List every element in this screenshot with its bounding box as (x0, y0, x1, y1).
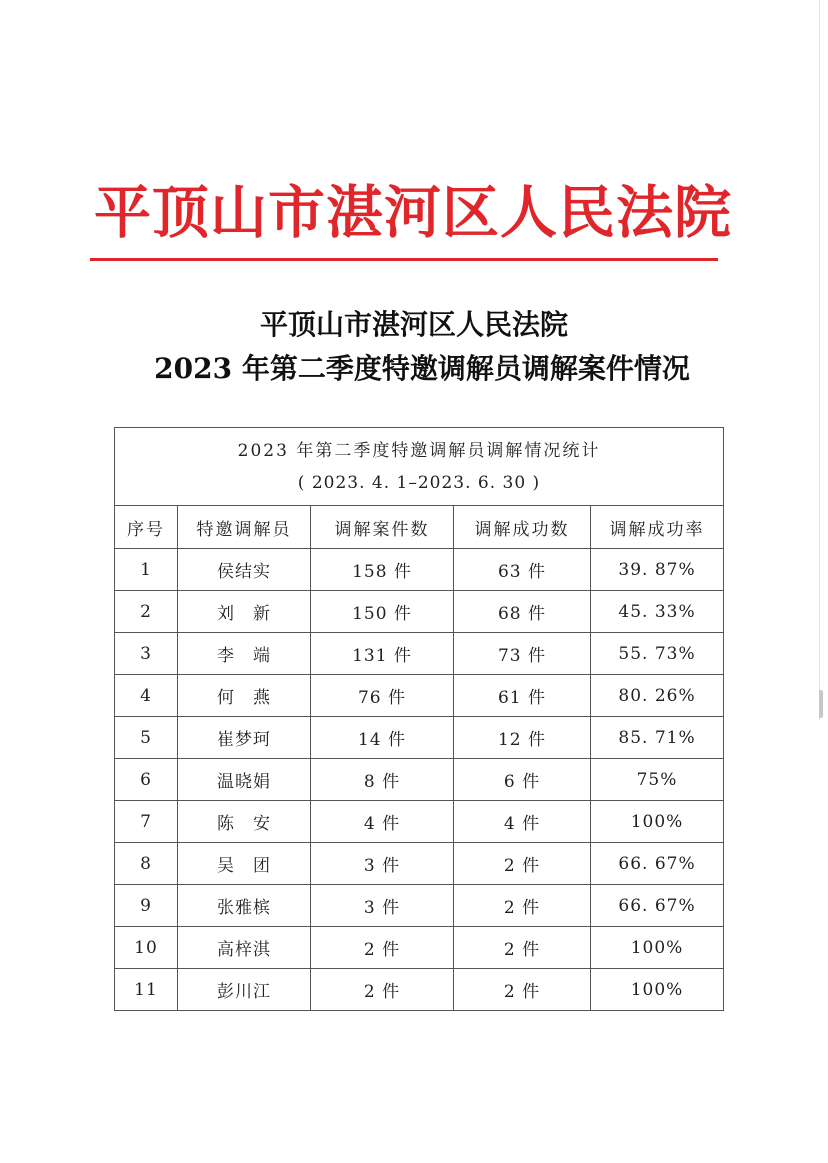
cell-mediator: 吴 团 (178, 843, 311, 885)
column-header-rate: 调解成功率 (591, 506, 724, 549)
cell-rate: 85. 71% (591, 717, 724, 759)
cell-cases: 131 件 (311, 633, 454, 675)
table-row (115, 969, 724, 1011)
cell-mediator: 侯结实 (178, 549, 311, 591)
document-title-line2: 2023 年第二季度特邀调解员调解案件情况 (154, 352, 690, 385)
cell-success: 2 件 (454, 885, 591, 927)
table-row (115, 633, 724, 675)
cell-mediator: 彭川江 (178, 969, 311, 1011)
table-body (115, 549, 724, 1011)
cell-rate: 100% (591, 927, 724, 969)
cell-rate: 100% (591, 801, 724, 843)
cell-mediator: 何 燕 (178, 675, 311, 717)
column-header-mediator: 特邀调解员 (178, 506, 311, 549)
cell-cases: 3 件 (311, 885, 454, 927)
column-header-no: 序号 (115, 506, 178, 549)
cell-no: 6 (115, 759, 178, 801)
table-row (115, 801, 724, 843)
table-row (115, 675, 724, 717)
cell-no: 2 (115, 591, 178, 633)
cell-success: 12 件 (454, 717, 591, 759)
cell-mediator: 刘 新 (178, 591, 311, 633)
table-header-row (115, 506, 724, 549)
cell-mediator: 陈 安 (178, 801, 311, 843)
cell-rate: 66. 67% (591, 843, 724, 885)
cell-cases: 3 件 (311, 843, 454, 885)
cell-mediator: 高梓淇 (178, 927, 311, 969)
column-header-cases: 调解案件数 (311, 506, 454, 549)
cell-rate: 55. 73% (591, 633, 724, 675)
cell-mediator: 张雅槟 (178, 885, 311, 927)
cell-success: 2 件 (454, 927, 591, 969)
cell-rate: 45. 33% (591, 591, 724, 633)
cell-no: 4 (115, 675, 178, 717)
cell-success: 2 件 (454, 843, 591, 885)
cell-mediator: 崔梦珂 (178, 717, 311, 759)
table-caption (115, 428, 724, 506)
scroll-indicator (819, 690, 823, 718)
cell-rate: 100% (591, 969, 724, 1011)
cell-no: 3 (115, 633, 178, 675)
cell-mediator: 温晓娟 (178, 759, 311, 801)
table-row (115, 591, 724, 633)
cell-success: 4 件 (454, 801, 591, 843)
cell-mediator: 李 端 (178, 633, 311, 675)
cell-cases: 158 件 (311, 549, 454, 591)
column-header-success: 调解成功数 (454, 506, 591, 549)
cell-no: 5 (115, 717, 178, 759)
table-caption-title: 2023 年第二季度特邀调解员调解情况统计 (237, 440, 601, 461)
cell-success: 68 件 (454, 591, 591, 633)
cell-success: 2 件 (454, 969, 591, 1011)
table-caption-date-range: ( 2023. 4. 1–2023. 6. 30 ) (297, 472, 541, 493)
document-title-line1: 平顶山市湛河区人民法院 (259, 308, 568, 341)
cell-rate: 75% (591, 759, 724, 801)
cell-rate: 66. 67% (591, 885, 724, 927)
cell-no: 9 (115, 885, 178, 927)
table-row (115, 843, 724, 885)
cell-cases: 150 件 (311, 591, 454, 633)
cell-no: 7 (115, 801, 178, 843)
table-row (115, 885, 724, 927)
cell-no: 11 (115, 969, 178, 1011)
table-row (115, 549, 724, 591)
cell-cases: 2 件 (311, 969, 454, 1011)
cell-no: 1 (115, 549, 178, 591)
cell-cases: 76 件 (311, 675, 454, 717)
cell-no: 10 (115, 927, 178, 969)
cell-rate: 39. 87% (591, 549, 724, 591)
table-caption-row (115, 428, 724, 506)
table-row (115, 717, 724, 759)
cell-rate: 80. 26% (591, 675, 724, 717)
cell-success: 61 件 (454, 675, 591, 717)
table-row (115, 927, 724, 969)
cell-cases: 2 件 (311, 927, 454, 969)
cell-cases: 8 件 (311, 759, 454, 801)
cell-cases: 14 件 (311, 717, 454, 759)
letterhead-title: 平顶山市湛河区人民法院 (94, 179, 732, 246)
mediation-stats-table (114, 427, 724, 1011)
letterhead-red-rule (90, 258, 718, 261)
cell-cases: 4 件 (311, 801, 454, 843)
cell-success: 6 件 (454, 759, 591, 801)
table-row (115, 759, 724, 801)
cell-no: 8 (115, 843, 178, 885)
cell-success: 63 件 (454, 549, 591, 591)
cell-success: 73 件 (454, 633, 591, 675)
